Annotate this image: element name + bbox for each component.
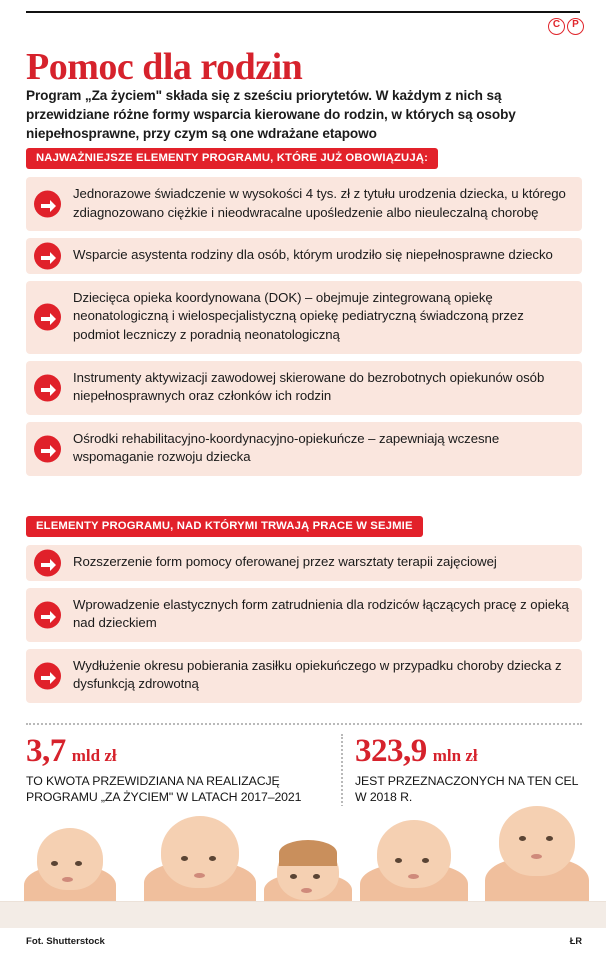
list-item-text: Wydłużenie okresu pobierania zasiłku opiekuńczego w przypadku choroby dziecka z dysfunkcją zdrowotną: [73, 657, 562, 692]
blanket: [0, 901, 606, 928]
baby-mouth: [194, 873, 205, 878]
list-item-text: Wsparcie asystenta rodziny dla osób, którym urodziło się niepełnosprawne dziecko: [73, 247, 553, 263]
arrow-right-icon: [34, 601, 61, 628]
stat-number: 323,9: [355, 733, 427, 769]
stat-caption: JEST PRZEZNACZONYCH NA TEN CEL W 2018 R.: [355, 774, 578, 805]
list-item: [26, 361, 582, 415]
list-item: [26, 177, 582, 231]
list-item: [26, 238, 582, 274]
baby-mouth: [408, 874, 419, 879]
list-item: [26, 649, 582, 703]
baby-5: [482, 806, 592, 914]
stat-budget-total: [26, 733, 331, 806]
baby-head: [37, 828, 103, 890]
baby-eye: [290, 874, 297, 879]
list-item-text: Ośrodki rehabilitacyjno-koordynacyjno-opiekuńcze – zapewniają wczesne wspomaganie rozwoju dziecka: [73, 430, 500, 465]
standfirst-text: Program „Za życiem" składa się z sześciu priorytetów. W każdym z nich są przewidziane różne formy wsparcia kierowane do rodzin, w których są osoby niepełnosprawne, przy czym są one wdrażane etapowo: [26, 87, 516, 142]
section-header-current: NAJWAŻNIEJSZE ELEMENTY PROGRAMU, KTÓRE JUŻ OBOWIĄZUJĄ:: [26, 148, 438, 169]
publisher-logo: [548, 18, 584, 35]
list-item: [26, 588, 582, 642]
stat-budget-2018: [355, 733, 581, 806]
baby-eye: [546, 836, 553, 841]
stat-number: 3,7: [26, 733, 66, 769]
list-item-text: Dziecięca opieka koordynowana (DOK) – obejmuje zintegrowaną opiekę neonatologiczną i wielospecjalistyczną opiekę pediatryczną świadczoną przez podmiot leczniczy z poradnią neonatologiczną: [73, 289, 524, 342]
photo-credit: Fot. Shutterstock: [26, 936, 105, 947]
stat-value-row: [355, 733, 581, 769]
list-item: [26, 422, 582, 476]
arrow-right-icon: [34, 304, 61, 331]
list-item-text: Jednorazowe świadczenie w wysokości 4 tys. zł z tytułu urodzenia dziecka, u którego zdiagnozowano ciężkie i nieodwracalne upośledzenie albo nieuleczalną chorobę: [73, 186, 566, 220]
baby-head: [161, 816, 239, 888]
arrow-right-icon: [34, 662, 61, 689]
section-band-wrap: [26, 516, 582, 537]
section-pending-elements: [26, 516, 582, 710]
arrow-right-icon: [34, 374, 61, 401]
baby-eye: [519, 836, 526, 841]
baby-eye: [181, 856, 188, 861]
stat-caption: TO KWOTA PRZEWIDZIANA NA REALIZACJĘ PROGRAMU „ZA ŻYCIEM" W LATACH 2017–2021: [26, 774, 302, 805]
logo-c-icon: C: [548, 18, 565, 35]
arrow-right-icon: [34, 549, 61, 576]
stat-value-row: [26, 733, 331, 769]
baby-eye: [75, 861, 82, 866]
author-initials: ŁR: [569, 936, 582, 946]
baby-head: [377, 820, 451, 888]
top-rule: [26, 11, 580, 13]
section-band-wrap: [26, 148, 582, 169]
baby-eye: [422, 858, 429, 863]
list-item-text: Rozszerzenie form pomocy oferowanej przez warsztaty terapii zajęciowej: [73, 554, 497, 569]
baby-hair: [279, 840, 337, 866]
baby-eye: [313, 874, 320, 879]
arrow-right-icon: [34, 242, 61, 269]
baby-head: [499, 806, 575, 876]
stat-unit: mld zł: [71, 746, 117, 765]
list-item-text: Instrumenty aktywizacji zawodowej skierowane do bezrobotnych opiekunów osób niepełnosprawnych oraz członków ich rodzin: [73, 369, 545, 404]
baby-4: [356, 820, 472, 914]
section-current-elements: [26, 148, 582, 483]
baby-2: [140, 816, 260, 914]
baby-eye: [209, 856, 216, 861]
section-header-pending: ELEMENTY PROGRAMU, NAD KTÓRYMI TRWAJĄ PRACE W SEJMIE: [26, 516, 423, 537]
list-item: [26, 545, 582, 581]
baby-mouth: [62, 877, 73, 882]
footer: [0, 928, 606, 959]
baby-eye: [395, 858, 402, 863]
stat-unit: mln zł: [432, 746, 478, 765]
stats-divider-horizontal: [26, 723, 582, 725]
baby-mouth: [301, 888, 312, 893]
baby-eye: [51, 861, 58, 866]
list-item-text: Wprowadzenie elastycznych form zatrudnienia dla rodziców łączących pracę z opieką nad dzieckiem: [73, 596, 569, 631]
page-title: Pomoc dla rodzin: [26, 46, 303, 89]
arrow-right-icon: [34, 191, 61, 218]
logo-p-icon: P: [567, 18, 584, 35]
baby-head: [277, 844, 339, 900]
arrow-right-icon: [34, 435, 61, 462]
list-item: [26, 281, 582, 354]
babies-photo: [0, 806, 606, 928]
baby-mouth: [531, 854, 542, 859]
